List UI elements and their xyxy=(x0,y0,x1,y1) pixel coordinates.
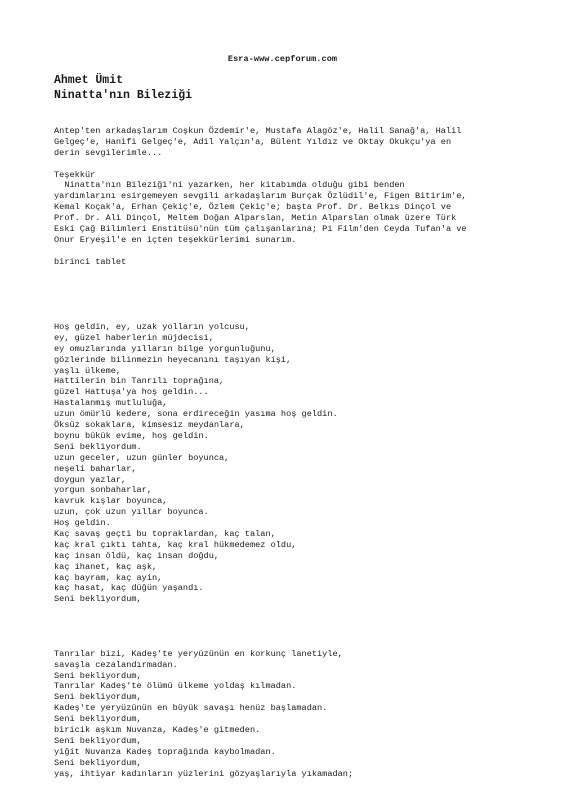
poem-line: Kaç savaş geçti bu topraklardan, kaç talan, xyxy=(54,528,276,539)
text-line: Onur Eryeşil'e en içten teşekkürlerimi sunarım. xyxy=(54,234,297,245)
author-name: Ahmet Ümit xyxy=(54,74,124,87)
text-line: yardımlarını esirgemeyen sevgili arkadaşlarım Burçak Özlüdil'e, Figen Bitirim'e, xyxy=(54,191,467,202)
blank-line xyxy=(54,311,554,322)
poem-line: ey, güzel haberlerin müjdecisi, xyxy=(54,332,214,343)
poem-line: yaş, ihtiyar kadınların yüzlerini gözyaşlarıyla yıkamadan; xyxy=(54,768,354,779)
text-line: Eski Çağ Bilimleri Enstitüsü'nün tüm çalışanlarına; Pi Film'den Ceyda Tufan'a ve xyxy=(54,224,467,235)
poem-line: yaşlı ülkeme, xyxy=(54,365,122,376)
text-line: Ninatta'nın Bileziği'ni yazarken, her kitabımda olduğu gibi benden xyxy=(54,180,405,191)
poem-line: Seni bekliyordum. xyxy=(54,441,142,452)
text-line: Prof. Dr. Ali Dinçol, Meltem Doğan Alparslan, Metin Alparslan olmak üzere Türk xyxy=(54,213,457,224)
poem-line: Seni bekliyordum, xyxy=(54,594,142,605)
text-line: derin sevgilerimle... xyxy=(54,147,163,158)
blank-line xyxy=(54,638,554,649)
title-block xyxy=(54,73,192,103)
poem-line: kaç ihanet, kaç aşk, xyxy=(54,561,158,572)
poem-line: Seni bekliyordum, xyxy=(54,757,142,768)
poem-line: ey omuzlarında yılların bilge yorgunluğunu, xyxy=(54,343,276,354)
poem-line: Hoş geldin, ey, uzak yolların yolcusu, xyxy=(54,322,250,333)
site-header: Esra-www.cepforum.com xyxy=(227,54,338,64)
poem-line: Hastalanmış mutluluğa, xyxy=(54,398,168,409)
poem-line: Öksüz sokaklara, kimsesiz meydanlara, xyxy=(54,420,245,431)
poem-line: kaç bayram, kaç ayin, xyxy=(54,572,163,583)
poem-line: neşeli baharlar, xyxy=(54,463,137,474)
poem-line: boynu bükük evime, hoş geldin. xyxy=(54,430,209,441)
text-line: Antep'ten arkadaşlarım Coşkun Özdemir'e, Mustafa Alagöz'e, Halil Sanağ'a, Halil xyxy=(54,126,462,136)
document-body xyxy=(54,126,554,779)
blank-line xyxy=(54,268,554,279)
poem-line: Tanrılar Kadeş'te ölümü ülkeme yoldaş kılmadan. xyxy=(54,681,297,692)
thanks-paragraph xyxy=(54,180,554,245)
poem-line: savaşla cezalandırmadan. xyxy=(54,659,178,670)
blank-line xyxy=(54,616,554,627)
blank-line xyxy=(54,159,554,170)
dedication xyxy=(54,126,554,159)
poem-line: biricik aşkım Nuvanza, Kadeş'e gitmeden. xyxy=(54,724,261,735)
poem-line: yorgun sonbaharlar, xyxy=(54,485,152,496)
blank-line xyxy=(54,627,554,638)
poem-line: Seni bekliyordum, xyxy=(54,670,142,681)
text-line: Kemal Koçak'a, Erhan Çekiç'e, Özlem Çekiç'e; başta Prof. Dr. Belkıs Dinçol ve xyxy=(54,202,452,213)
poem-line: doygun yazlar, xyxy=(54,474,127,485)
poem-line: Hoş geldin. xyxy=(54,518,111,529)
poem-line: uzun geceler, uzun günler boyunca, xyxy=(54,452,230,463)
book-title: Ninatta'nın Bileziği xyxy=(54,89,193,102)
section-heading: birinci tablet xyxy=(54,256,127,267)
blank-line xyxy=(54,289,554,300)
poem-line: güzel Hattuşa'ya hoş geldin... xyxy=(54,387,209,398)
poem-stanza-2 xyxy=(54,649,554,780)
poem-stanza-1 xyxy=(54,322,554,605)
poem-line: Tanrılar bizi, Kadeş'te yeryüzünün en korkunç lanetiyle, xyxy=(54,648,343,659)
poem-line: kaç kral çıktı tahta, kaç kral hükmedemez oldu, xyxy=(54,539,297,550)
poem-line: uzun ömürlü kedere, sona erdireceğin yasıma hoş geldin. xyxy=(54,409,338,420)
poem-line: Seni bekliyordum, xyxy=(54,692,142,703)
poem-line: Seni bekliyordum, xyxy=(54,735,142,746)
text-line: Gelgeç'e, Hanifi Gelgeç'e, Adil Yalçın'a, Bülent Yıldız ve Oktay Okukçu'ya en xyxy=(54,136,452,147)
blank-line xyxy=(54,278,554,289)
poem-line: Seni bekliyordum, xyxy=(54,714,142,725)
poem-line: kaç hasat, kaç düğün yaşandı. xyxy=(54,583,204,594)
blank-line xyxy=(54,605,554,616)
thanks-heading: Teşekkür xyxy=(54,169,96,180)
poem-line: Hattilerin bin Tanrılı toprağına, xyxy=(54,376,225,387)
poem-line: kaç insan öldü, kaç insan doğdu, xyxy=(54,550,220,561)
poem-line: uzun, çok uzun yıllar boyunca. xyxy=(54,507,209,518)
poem-line: gözlerinde bilinmezin heyecanını taşıyan kişi, xyxy=(54,354,292,365)
blank-line xyxy=(54,300,554,311)
blank-line xyxy=(54,246,554,257)
poem-line: yiğit Nuvanza Kadeş toprağında kaybolmadan. xyxy=(54,746,276,757)
poem-line: Kadeş'te yeryüzünün en büyük savaşı henüz başlamadan. xyxy=(54,703,328,714)
poem-line: kavruk kışlar boyunca, xyxy=(54,496,168,507)
